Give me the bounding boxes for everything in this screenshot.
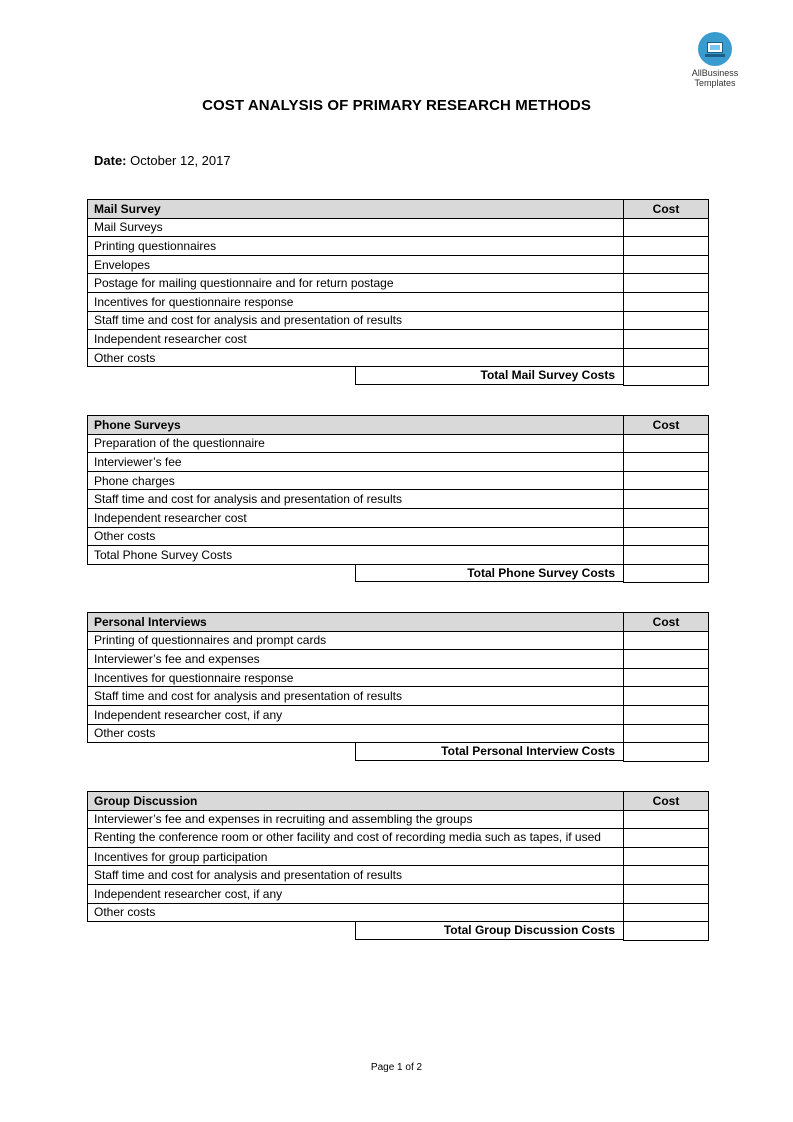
date-value: October 12, 2017 <box>130 153 231 168</box>
cost-input[interactable] <box>624 705 709 724</box>
cost-input[interactable] <box>624 724 709 743</box>
line-item: Phone charges <box>88 471 624 490</box>
line-item: Staff time and cost for analysis and presentation of results <box>88 490 624 509</box>
cost-input[interactable] <box>624 847 709 866</box>
personal-interviews-table <box>87 612 709 762</box>
cost-input[interactable] <box>624 650 709 669</box>
cost-column-header: Cost <box>624 613 709 632</box>
cost-input[interactable] <box>624 218 709 237</box>
cost-input[interactable] <box>624 434 709 453</box>
total-row <box>88 367 624 386</box>
total-label: Total Group Discussion Costs <box>355 922 624 940</box>
cost-input[interactable] <box>624 829 709 848</box>
cost-input[interactable] <box>624 687 709 706</box>
cost-column-header: Cost <box>624 416 709 435</box>
cost-input[interactable] <box>624 884 709 903</box>
cost-input[interactable] <box>624 546 709 565</box>
laptop-icon <box>698 32 732 66</box>
total-cost-input[interactable] <box>624 743 709 762</box>
cost-column-header: Cost <box>624 200 709 219</box>
total-label: Total Personal Interview Costs <box>355 743 624 761</box>
line-item: Postage for mailing questionnaire and for return postage <box>88 274 624 293</box>
cost-input[interactable] <box>624 490 709 509</box>
line-item: Staff time and cost for analysis and presentation of results <box>88 311 624 330</box>
cost-input[interactable] <box>624 255 709 274</box>
cost-input[interactable] <box>624 348 709 367</box>
total-cost-input[interactable] <box>624 564 709 583</box>
line-item: Total Phone Survey Costs <box>88 546 624 565</box>
cost-input[interactable] <box>624 453 709 472</box>
line-item: Renting the conference room or other facility and cost of recording media such as tapes, if used <box>88 829 624 848</box>
line-item: Independent researcher cost, if any <box>88 705 624 724</box>
cost-input[interactable] <box>624 866 709 885</box>
total-cost-input[interactable] <box>624 922 709 941</box>
section-header: Group Discussion <box>88 792 624 811</box>
cost-input[interactable] <box>624 237 709 256</box>
line-item: Other costs <box>88 903 624 922</box>
cost-input[interactable] <box>624 274 709 293</box>
cost-input[interactable] <box>624 527 709 546</box>
line-item: Incentives for questionnaire response <box>88 668 624 687</box>
mail-survey-table <box>87 199 709 386</box>
group-discussion-table <box>87 791 709 941</box>
section-header: Phone Surveys <box>88 416 624 435</box>
total-row <box>88 564 624 583</box>
cost-input[interactable] <box>624 508 709 527</box>
cost-input[interactable] <box>624 810 709 829</box>
line-item: Other costs <box>88 724 624 743</box>
phone-surveys-table <box>87 415 709 583</box>
line-item: Incentives for questionnaire response <box>88 292 624 311</box>
logo-text <box>683 68 747 88</box>
cost-input[interactable] <box>624 631 709 650</box>
line-item: Other costs <box>88 527 624 546</box>
date-label: Date: <box>94 153 127 168</box>
date-line <box>94 153 231 168</box>
line-item: Interviewer’s fee <box>88 453 624 472</box>
line-item: Printing questionnaires <box>88 237 624 256</box>
total-label: Total Mail Survey Costs <box>355 367 624 385</box>
line-item: Envelopes <box>88 255 624 274</box>
line-item: Interviewer’s fee and expenses in recruiting and assembling the groups <box>88 810 624 829</box>
cost-column-header: Cost <box>624 792 709 811</box>
line-item: Independent researcher cost, if any <box>88 884 624 903</box>
document-title: COST ANALYSIS OF PRIMARY RESEARCH METHODS <box>202 97 591 114</box>
total-label: Total Phone Survey Costs <box>355 565 624 583</box>
cost-input[interactable] <box>624 330 709 349</box>
line-item: Staff time and cost for analysis and presentation of results <box>88 866 624 885</box>
company-logo <box>683 32 747 88</box>
cost-input[interactable] <box>624 292 709 311</box>
line-item: Staff time and cost for analysis and presentation of results <box>88 687 624 706</box>
cost-input[interactable] <box>624 668 709 687</box>
logo-line-2: Templates <box>694 78 736 88</box>
page-number: Page 1 of 2 <box>370 1062 423 1073</box>
line-item: Independent researcher cost <box>88 508 624 527</box>
cost-input[interactable] <box>624 311 709 330</box>
line-item: Interviewer’s fee and expenses <box>88 650 624 669</box>
line-item: Independent researcher cost <box>88 330 624 349</box>
logo-line-1: AllBusiness <box>691 68 739 78</box>
cost-input[interactable] <box>624 903 709 922</box>
section-header: Mail Survey <box>88 200 624 219</box>
cost-input[interactable] <box>624 471 709 490</box>
line-item: Other costs <box>88 348 624 367</box>
total-row <box>88 743 624 762</box>
total-row <box>88 922 624 941</box>
line-item: Printing of questionnaires and prompt cards <box>88 631 624 650</box>
line-item: Incentives for group participation <box>88 847 624 866</box>
total-cost-input[interactable] <box>624 367 709 386</box>
line-item: Preparation of the questionnaire <box>88 434 624 453</box>
section-header: Personal Interviews <box>88 613 624 632</box>
line-item: Mail Surveys <box>88 218 624 237</box>
